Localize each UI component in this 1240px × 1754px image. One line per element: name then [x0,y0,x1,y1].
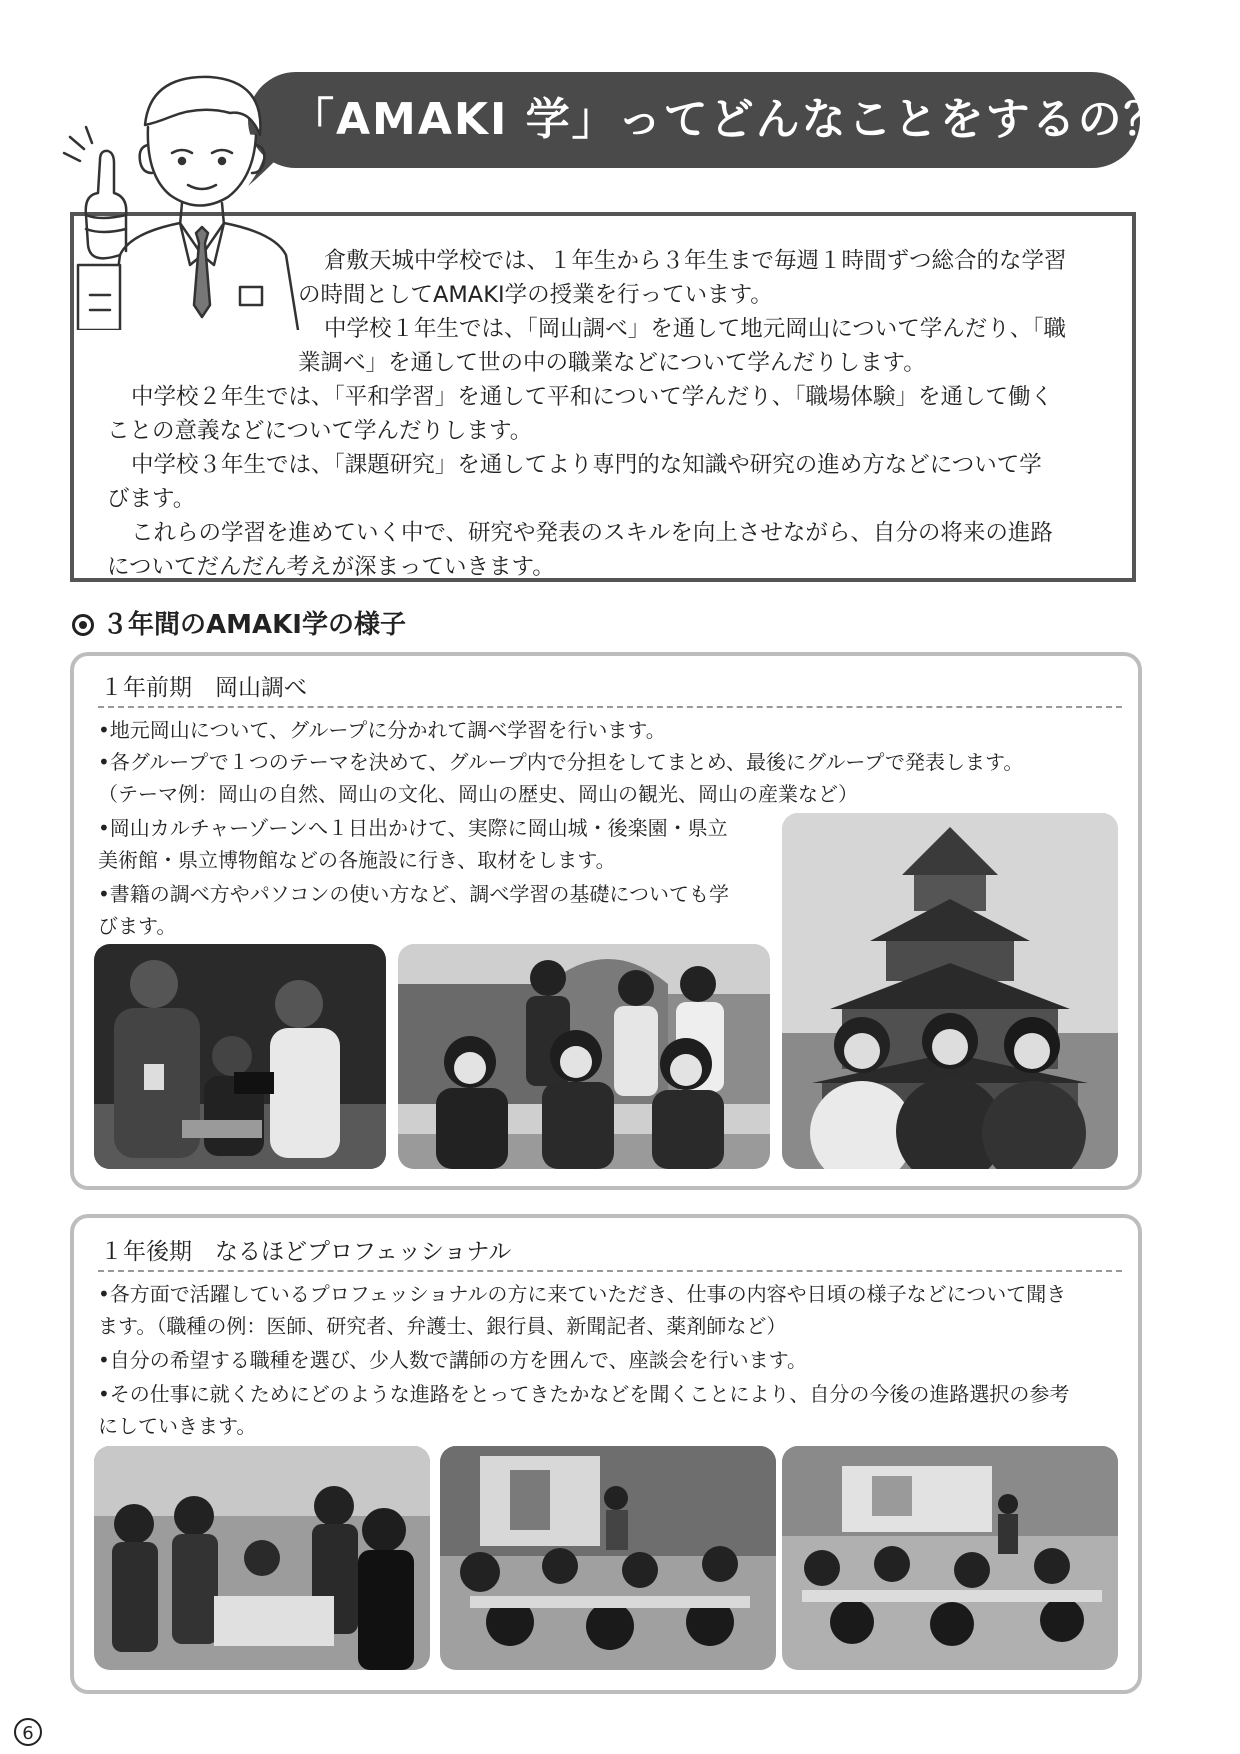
bullet-item: •岡山カルチャーゾーンへ１日出かけて、実際に岡山城・後楽園・県立 [98,816,728,840]
photo-classroom-presentation [440,1446,776,1670]
bullet-item: 美術館・県立博物館などの各施設に行き、取材をします。 [98,848,616,872]
photo-interview [94,944,386,1169]
intro-line: これらの学習を進めていく中で、研究や発表のスキルを向上させながら、自分の将来の進路 [131,520,1053,546]
photo-discussion-group [94,1446,430,1670]
bullet-item: •地元岡山について、グループに分かれて調べ学習を行います。 [98,718,666,742]
intro-line: びます。 [107,486,196,512]
intro-line: 業調べ」を通して世の中の職業などについて学んだりします。 [298,350,926,376]
intro-line: 中学校２年生では、「平和学習」を通して平和について学んだり、「職場体験」を通して働く [131,384,1054,410]
intro-line: についてだんだん考えが深まっていきます。 [107,554,555,580]
photo-museum-group [398,944,770,1169]
page-title: 「AMAKI 学」ってどんなことをするの？ [290,94,1170,145]
bullseye-icon [72,614,94,636]
intro-line: 中学校１年生では、「岡山調べ」を通して地元岡山について学んだり、「職 [324,316,1067,342]
panel-heading: １年前期 岡山調べ [100,675,307,701]
photo-lecture [782,1446,1118,1670]
intro-line: の時間としてAMAKI学の授業を行っています。 [298,282,773,308]
section-title [72,608,406,642]
bullet-item: •各方面で活躍しているプロフェッショナルの方に来ていただき、仕事の内容や日頃の様子などについて聞き [98,1282,1067,1306]
bullet-item: （テーマ例：岡山の自然、岡山の文化、岡山の歴史、岡山の観光、岡山の産業など） [98,782,858,806]
bullet-item: •自分の希望する職種を選び、少人数で講師の方を囲んで、座談会を行います。 [98,1348,807,1372]
intro-text [0,0,1240,600]
intro-line: 倉敷天城中学校では、１年生から３年生まで毎週１時間ずつ総合的な学習 [324,248,1067,274]
section-title-text: ３年間のAMAKI学の様子 [102,610,406,640]
intro-line: ことの意義などについて学んだりします。 [107,418,533,444]
panel-divider [98,706,1122,708]
bullet-item: ます。（職種の例：医師、研究者、弁護士、銀行員、新聞記者、薬剤師など） [98,1314,787,1338]
bullet-item: にしていきます。 [98,1414,257,1438]
page-number: 6 [14,1718,42,1746]
intro-line: 中学校３年生では、「課題研究」を通してより専門的な知識や研究の進め方などについて学 [131,452,1042,478]
photo-okayama-castle [782,813,1118,1169]
bullet-item: •その仕事に就くためにどのような進路をとってきたかなどを聞くことにより、自分の今後の進路選択の参考 [98,1382,1070,1406]
panel-heading: １年後期 なるほどプロフェッショナル [100,1239,512,1265]
bullet-item: びます。 [98,914,177,938]
bullet-item: •書籍の調べ方やパソコンの使い方など、調べ学習の基礎についても学 [98,882,729,906]
panel-divider [98,1270,1122,1272]
bullet-item: •各グループで１つのテーマを決めて、グループ内で分担をしてまとめ、最後にグループで発表します。 [98,750,1024,774]
